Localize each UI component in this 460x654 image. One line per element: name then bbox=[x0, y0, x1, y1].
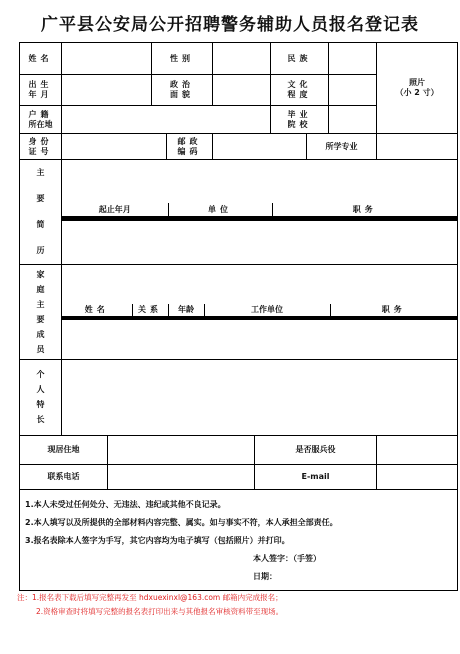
name-label: 姓名 bbox=[20, 43, 62, 75]
hukou-field[interactable] bbox=[62, 106, 271, 134]
family-cell[interactable] bbox=[62, 320, 132, 321]
ethnicity-field[interactable] bbox=[329, 43, 377, 75]
ethnicity-label: 民族 bbox=[271, 43, 329, 75]
birth-date-label: 出生 年月 bbox=[20, 75, 62, 106]
photo-size-label: （小 2 寸） bbox=[395, 88, 439, 97]
declaration-line-3: 3.报名表除本人签字为手写，其它内容均为电子填写（包括照片）并打印。 bbox=[25, 536, 290, 545]
family-cell[interactable] bbox=[132, 320, 168, 321]
footer-note-2: 2.资格审查时将填写完整的报名表打印出来与其他报名审核资料带至现场。 bbox=[36, 607, 284, 616]
photo-box[interactable] bbox=[377, 43, 458, 134]
declaration-line-2: 2.本人填写以及所提供的全部材料内容完整、属实。如与事实不符，本人承担全部责任。 bbox=[25, 518, 338, 527]
footer-note-1: 注：1.报名表下载后填写完整再发至 hdxuexinxl@163.com 邮箱内完成报名； bbox=[17, 593, 283, 602]
postal-code-field[interactable] bbox=[213, 134, 307, 160]
family-header-workplace: 工作单位 bbox=[204, 304, 330, 317]
address-field[interactable] bbox=[108, 436, 255, 465]
major-field[interactable] bbox=[377, 134, 458, 160]
resume-cell[interactable] bbox=[272, 221, 457, 222]
school-field[interactable] bbox=[329, 106, 377, 134]
email-field[interactable] bbox=[377, 465, 458, 490]
gender-field[interactable] bbox=[213, 43, 271, 75]
political-label: 政治 面貌 bbox=[152, 75, 213, 106]
family-cell[interactable] bbox=[330, 320, 457, 321]
resume-cell[interactable] bbox=[168, 221, 272, 222]
date-label: 日期： bbox=[253, 572, 277, 581]
education-field[interactable] bbox=[329, 75, 377, 106]
resume-header-unit: 单位 bbox=[168, 203, 272, 217]
postal-code-label: 邮政 编码 bbox=[167, 134, 213, 160]
family-table bbox=[62, 304, 457, 321]
family-cell[interactable] bbox=[168, 320, 204, 321]
family-cell[interactable] bbox=[204, 320, 330, 321]
major-label: 所学专业 bbox=[307, 134, 377, 160]
family-header-position: 职务 bbox=[330, 304, 457, 317]
resume-header-period: 起止年月 bbox=[62, 203, 168, 217]
family-section bbox=[62, 265, 458, 360]
resume-section bbox=[62, 160, 458, 265]
education-label: 文化 程度 bbox=[271, 75, 329, 106]
school-label: 毕业 院校 bbox=[271, 106, 329, 134]
registration-form bbox=[19, 42, 458, 591]
specialty-field[interactable] bbox=[62, 360, 458, 436]
name-field[interactable] bbox=[62, 43, 152, 75]
declaration-section bbox=[20, 490, 458, 591]
signature-label: 本人签字：（手签） bbox=[253, 554, 321, 563]
id-number-label: 身份 证号 bbox=[20, 134, 62, 160]
resume-cell[interactable] bbox=[62, 221, 168, 222]
resume-label: 主 要 简 历 bbox=[20, 160, 62, 265]
address-label: 现居住地 bbox=[20, 436, 108, 465]
family-label: 家 庭 主 要 成 员 bbox=[20, 265, 62, 360]
id-number-field[interactable] bbox=[62, 134, 167, 160]
photo-label: 照片 bbox=[409, 78, 426, 87]
declaration-line-1: 1.本人未受过任何处分、无违法、违纪或其他不良记录。 bbox=[25, 500, 226, 509]
political-field[interactable] bbox=[213, 75, 271, 106]
veteran-label: 是否服兵役 bbox=[255, 436, 377, 465]
phone-label: 联系电话 bbox=[20, 465, 108, 490]
email-label: E-mail bbox=[255, 465, 377, 490]
family-header-age: 年龄 bbox=[168, 304, 204, 317]
footer-notes bbox=[17, 591, 447, 619]
birth-date-field[interactable] bbox=[62, 75, 152, 106]
family-header-name: 姓名 bbox=[62, 304, 132, 317]
family-header-relation: 关系 bbox=[132, 304, 168, 317]
gender-label: 性别 bbox=[152, 43, 213, 75]
form-title: 广平县公安局公开招聘警务辅助人员报名登记表 bbox=[41, 15, 419, 35]
resume-header-position: 职务 bbox=[272, 203, 457, 217]
phone-field[interactable] bbox=[108, 465, 255, 490]
veteran-field[interactable] bbox=[377, 436, 458, 465]
hukou-label: 户籍 所在地 bbox=[20, 106, 62, 134]
resume-table bbox=[62, 203, 457, 222]
specialty-label: 个 人 特 长 bbox=[20, 360, 62, 436]
